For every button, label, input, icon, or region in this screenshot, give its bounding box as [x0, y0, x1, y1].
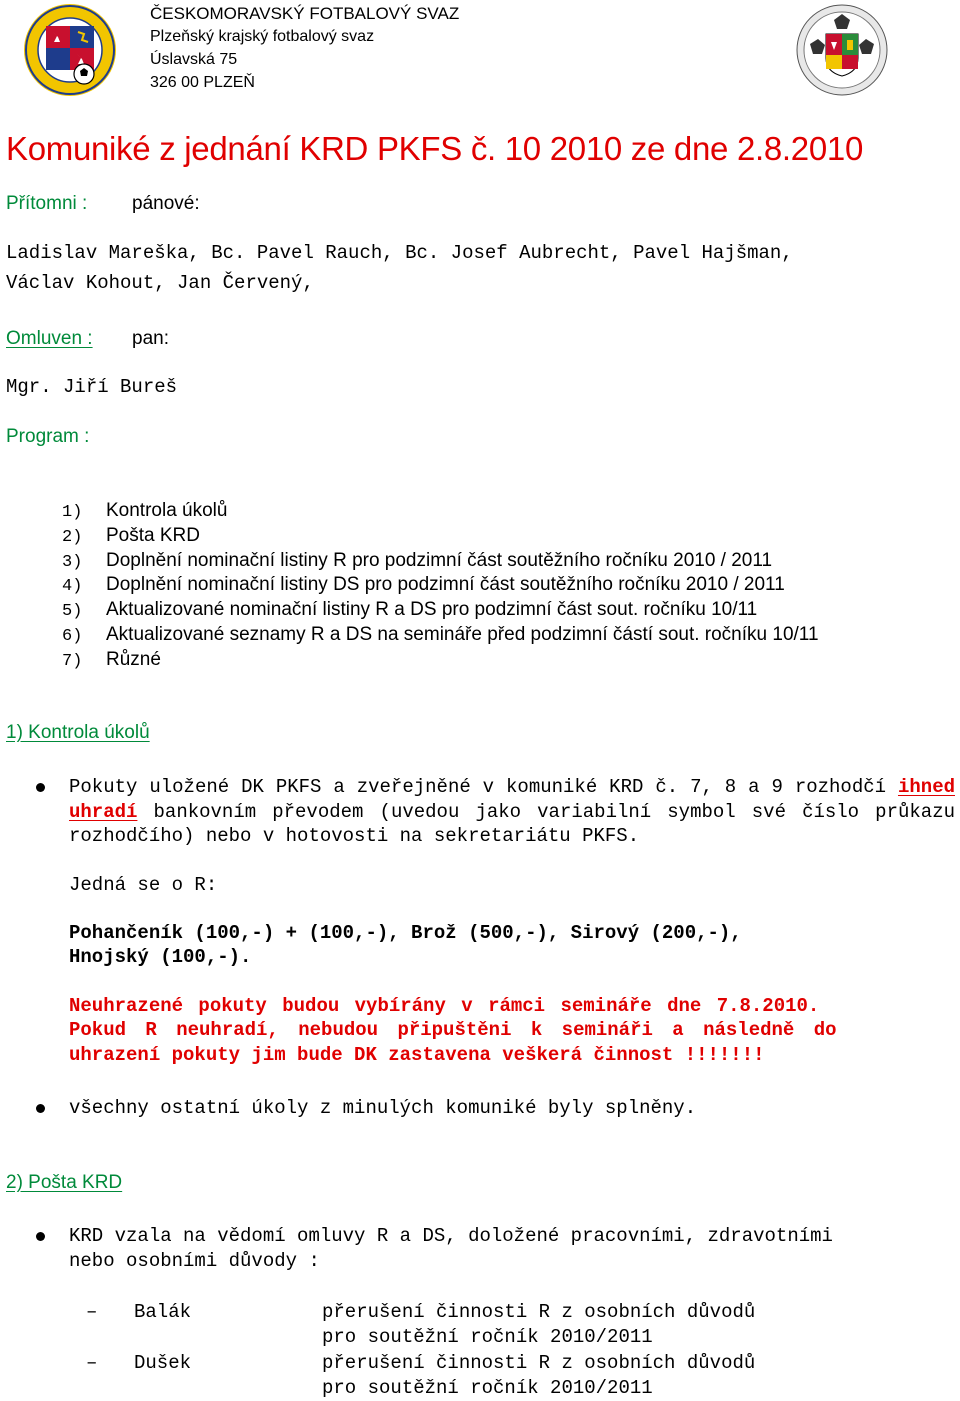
excused-sub: pan:	[132, 328, 169, 349]
fines-list-line2: Hnojský (100,-).	[69, 946, 252, 968]
present-sub: pánové:	[132, 193, 200, 214]
excuse-dash: –	[86, 1352, 98, 1374]
program-item-2	[62, 525, 200, 547]
excuse-reason: přerušení činnosti R z osobních důvodů	[322, 1301, 756, 1323]
program-item-text: Pošta KRD	[106, 525, 200, 546]
program-item-text: Aktualizované seznamy R a DS na semináře před podzimní částí sout. ročníku 10/11	[106, 624, 819, 645]
program-item-text: Doplnění nominační listiny DS pro podzimní část soutěžního ročníku 2010 / 2011	[106, 574, 785, 595]
program-label: Program :	[6, 426, 90, 447]
excuse-name: Balák	[134, 1301, 192, 1323]
section1-paragraph	[69, 775, 955, 849]
bullet-icon	[36, 1232, 45, 1241]
mail-line1: KRD vzala na vědomí omluvy R a DS, doložené pracovními, zdravotními	[69, 1225, 833, 1247]
program-item-text: Různé	[106, 649, 161, 670]
org-street: Úslavská 75	[150, 51, 238, 68]
mail-line2: nebo osobními důvody :	[69, 1250, 320, 1272]
program-item-num: 4)	[62, 577, 83, 596]
present-names-line1: Ladislav Mareška, Bc. Pavel Rauch, Bc. Josef Aubrecht, Pavel Hajšman,	[6, 242, 793, 264]
bullet-icon	[36, 783, 45, 792]
program-item-4	[62, 574, 785, 596]
other-tasks-done: všechny ostatní úkoly z minulých komuniké byly splněny.	[69, 1097, 697, 1119]
program-item-num: 3)	[62, 553, 83, 572]
program-item-num: 2)	[62, 528, 83, 547]
referees-intro: Jedná se o R:	[69, 874, 218, 896]
program-item-text: Aktualizované nominační listiny R a DS pro podzimní část sout. ročníku 10/11	[106, 599, 758, 620]
program-item-7	[62, 649, 161, 671]
present-names-line2: Václav Kohout, Jan Červený,	[6, 272, 314, 294]
fines-text-a: Pokuty uložené DK PKFS a zveřejněné v komuniké KRD č. 7, 8 a 9 rozhodčí	[69, 776, 898, 798]
program-item-5	[62, 599, 757, 621]
section2-heading	[6, 1172, 122, 1194]
pkfs-logo	[796, 4, 888, 96]
excused-label-text: Omluven :	[6, 328, 93, 349]
program-item-text: Kontrola úkolů	[106, 500, 228, 521]
warning-line1: Neuhrazené pokuty budou vybírány v rámci semináře dne 7.8.2010.	[69, 995, 820, 1017]
org-city: 326 00 PLZEŇ	[150, 74, 255, 91]
program-item-num: 7)	[62, 652, 83, 671]
warning-line3: uhrazení pokuty jim bude DK zastavena veškerá činnost !!!!!!!	[69, 1044, 765, 1066]
fines-text-b: bankovním převodem (uvedou jako variabilní symbol své číslo průkazu rozhodčího) nebo v hotovosti na sekretariátu PKFS.	[69, 800, 955, 847]
excused-label	[6, 328, 93, 350]
program-item-1	[62, 500, 227, 522]
page-title: Komuniké z jednání KRD PKFS č. 10 2010 ze dne 2.8.2010	[6, 130, 864, 167]
warning-line2: Pokud R neuhradí, nebudou připuštěni k semináři a následně do	[69, 1019, 837, 1041]
section2-heading-text: 2) Pošta KRD	[6, 1172, 123, 1193]
excuse-name: Dušek	[134, 1352, 192, 1374]
section1-heading	[6, 722, 150, 744]
program-item-text: Doplnění nominační listiny R pro podzimní část soutěžního ročníku 2010 / 2011	[106, 550, 773, 571]
bullet-icon	[36, 1104, 45, 1113]
cmfs-logo	[22, 2, 118, 98]
program-item-3	[62, 550, 772, 572]
present-label: Přítomni :	[6, 193, 88, 214]
program-item-num: 6)	[62, 627, 83, 646]
fines-list-line1: Pohančeník (100,-) + (100,-), Brož (500,-), Sirový (200,-),	[69, 922, 742, 944]
excused-name: Mgr. Jiří Bureš	[6, 376, 178, 398]
program-item-num: 5)	[62, 602, 83, 621]
excuse-season: pro soutěžní ročník 2010/2011	[322, 1326, 653, 1348]
org-sub: Plzeňský krajský fotbalový svaz	[150, 28, 375, 45]
excuse-dash: –	[86, 1301, 98, 1323]
program-item-num: 1)	[62, 503, 83, 522]
pay-immediately-text: ihned uhradí	[69, 776, 955, 823]
org-name: ČESKOMORAVSKÝ FOTBALOVÝ SVAZ	[150, 4, 460, 23]
excuse-reason: přerušení činnosti R z osobních důvodů	[322, 1352, 756, 1374]
excuse-season: pro soutěžní ročník 2010/2011	[322, 1377, 653, 1399]
section1-heading-text: 1) Kontrola úkolů	[6, 722, 150, 743]
program-item-6	[62, 624, 819, 646]
org-header	[150, 2, 459, 94]
